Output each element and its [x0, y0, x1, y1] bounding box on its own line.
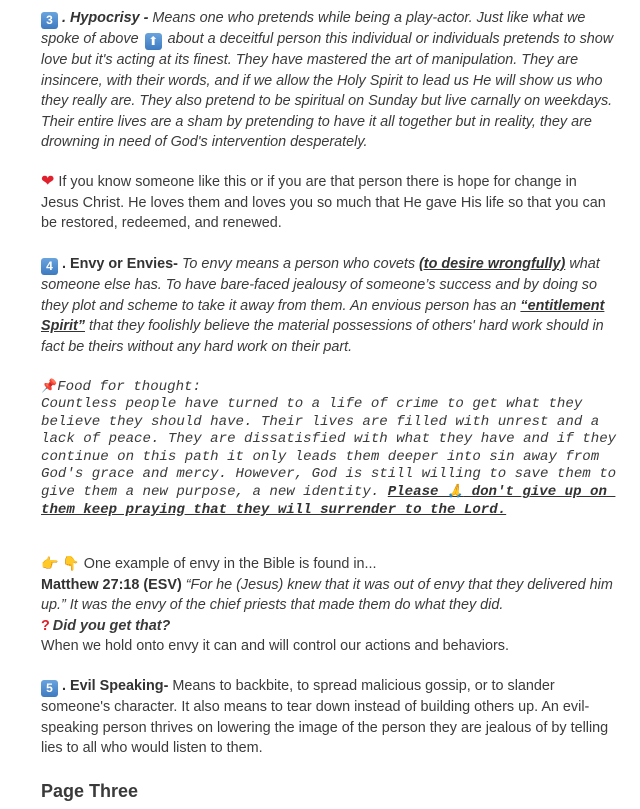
number-5-badge: 5: [41, 680, 58, 697]
example-closing: When we hold onto envy it can and will control our actions and behaviors.: [41, 638, 509, 655]
evil-speaking-title: . Evil Speaking-: [62, 678, 169, 694]
scripture-reference: Matthew 27:18 (ESV): [41, 576, 182, 593]
envy-text-a: To envy means a person who covets: [177, 256, 420, 272]
food-body: Countless people have turned to a life of crime to get what they believe they should have. Their lives are filled with unrest and a lack of peace. They are dissatisfied with what they have and if they continue on this path it only leads them deeper into sin away from God's grace and mercy. However, God is still willing to save them to give them a new purpose, a new identity.: [41, 396, 625, 501]
hope-paragraph: [41, 172, 616, 234]
number-3-badge: 3: [41, 12, 58, 29]
food-prayer-b: don't give up on them keep praying that they will surrender to the Lord.: [41, 484, 616, 518]
pushpin-icon: 📌: [41, 379, 58, 394]
food-header: Food for thought:: [57, 379, 201, 395]
number-4-badge: 4: [41, 258, 58, 275]
page-heading: Page Three: [41, 781, 139, 801]
praying-hands-icon: 🙏: [446, 484, 464, 500]
scripture-quote: “For he (Jesus) knew that it was out of envy that they delivered him up.” It was the envy of the chief priests that made them do what they did.: [41, 576, 613, 614]
envy-title: . Envy or Envies-: [62, 256, 178, 272]
hypocrisy-text-b: about a deceitful person this individual or individuals pretends to show love but it's acting at its finest. They have mastered the art of manipulation. They are insincere, with their words, and if we allow the Holy Spirit to lead us He will show us who they really are. They also pretend to be spiritual on Sunday but live carnally on weekdays. Their entire lives are a sham by pretending to have it all together but in reality, they are drowning in need of God's intervention desperately.: [41, 31, 614, 151]
section-envy: [41, 254, 616, 357]
heart-icon: ❤: [41, 173, 55, 190]
up-arrow-icon: ⬆: [145, 33, 162, 50]
envy-text-c: that they foolishly believe the material possessions of others' hard work should in fact be theirs without any hard work on their part.: [41, 318, 604, 355]
evil-speaking-text: Means to backbite, to spread malicious gossip, or to slander someone's character. It also means to tear down instead of building others up. An evil-speaking person thrives on lowering the image of the person they are jealous of by telling lies to all who would listen to them.: [41, 678, 609, 757]
section-hypocrisy: [41, 8, 616, 153]
hope-text: If you know someone like this or if you are that person there is hope for change in Jesus Christ. He loves them and loves you so much that He gave His life so that you can be restored, redeemed, and renewed.: [41, 174, 606, 232]
envy-example: [41, 553, 616, 657]
hypocrisy-text-a: Means one who pretends while being a play-actor. Just like what we spoke of above: [41, 10, 586, 47]
covets-definition: (to desire wrongfully): [419, 256, 566, 272]
question-mark-icon: ?: [41, 617, 50, 634]
pointing-fingers-icon: 👉 👇: [41, 555, 80, 571]
question-text: Did you get that?: [52, 617, 171, 634]
section-evil-speaking: [41, 676, 616, 759]
food-for-thought: [41, 378, 625, 519]
example-intro: One example of envy in the Bible is found in...: [83, 556, 377, 572]
hypocrisy-title: . Hypocrisy -: [62, 10, 149, 26]
food-prayer-a: Please: [387, 484, 447, 501]
envy-text-b: what someone else has. To have bare-faced jealousy of someone’s success and by doing so they plot and scheme to take it away from them. An envious person has an: [41, 256, 600, 314]
entitlement-spirit: “entitlement Spirit”: [41, 297, 605, 335]
